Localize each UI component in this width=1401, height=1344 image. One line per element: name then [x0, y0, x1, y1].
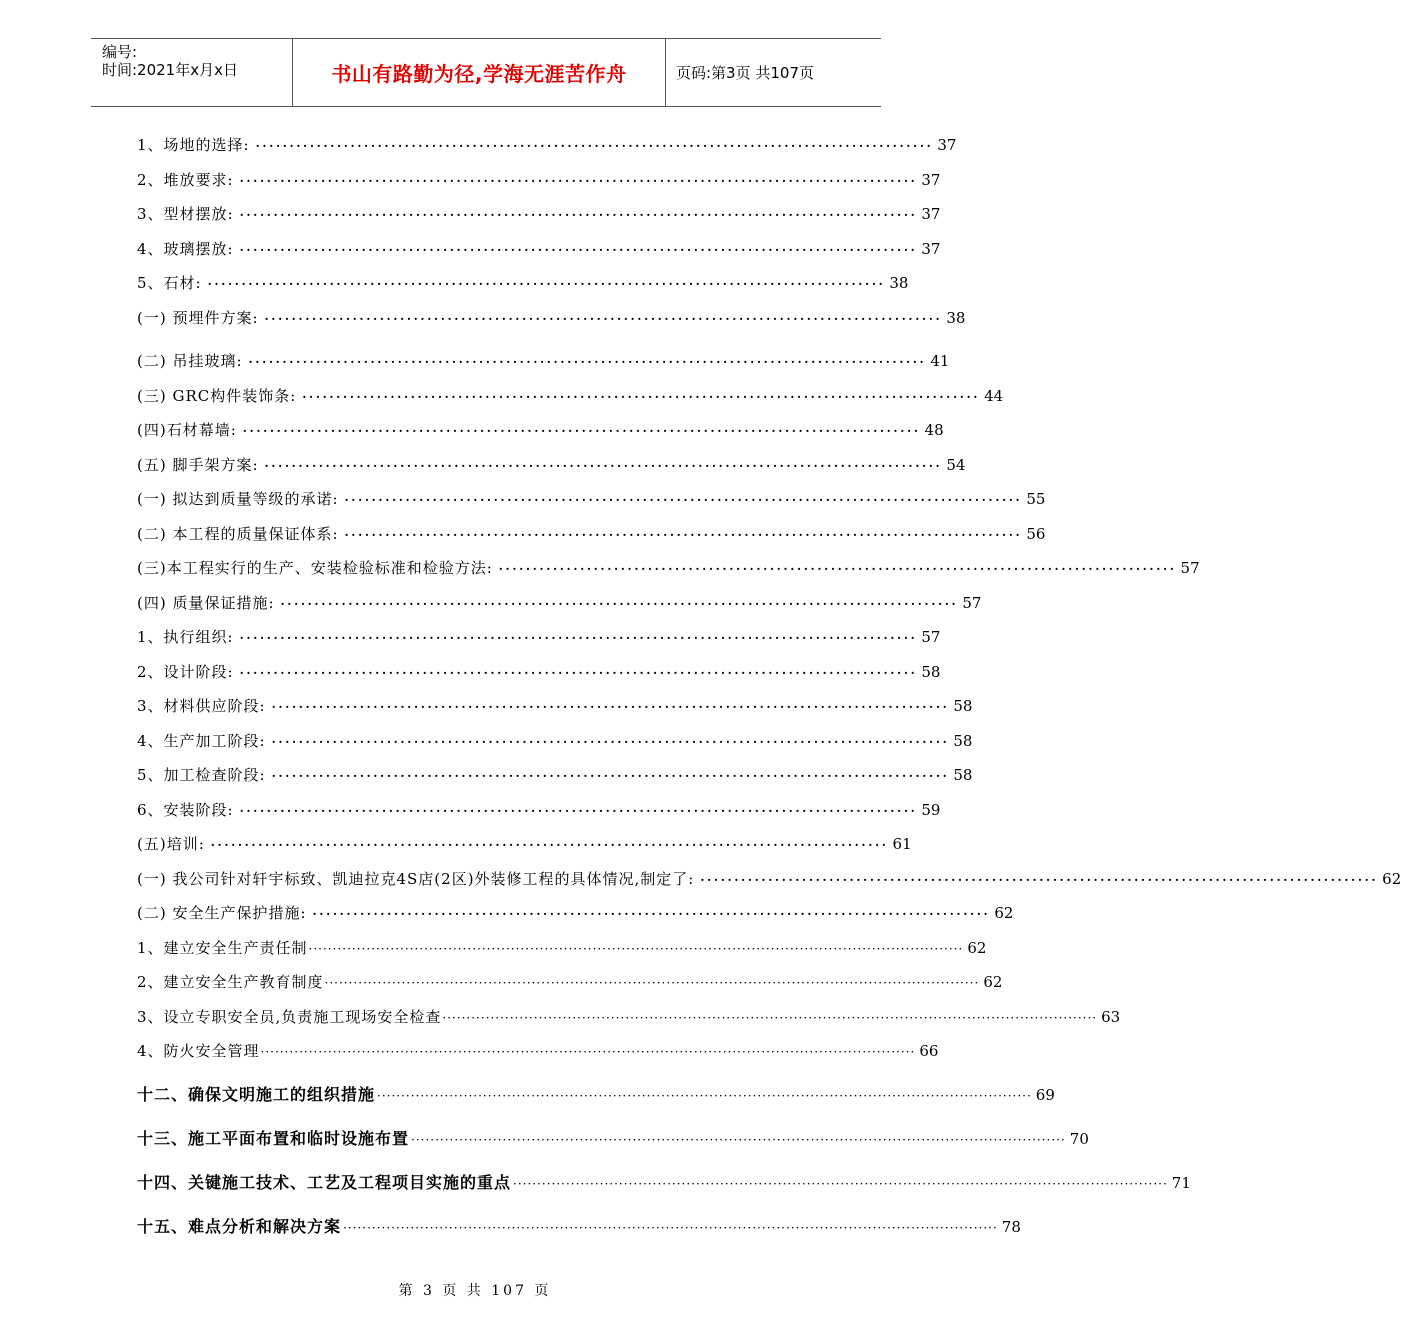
toc-entry-label: 1、执行组织: [137, 628, 234, 646]
toc-leader-dots: ···································································································· [271, 700, 950, 714]
toc-leader-dots: ···································································································· [239, 804, 918, 818]
toc-entry-page: 70 [1069, 1130, 1089, 1148]
header-motto: 书山有路勤为径,学海无涯苦作舟 [331, 62, 627, 86]
toc-entry[interactable] [137, 867, 1401, 891]
toc-entry[interactable] [137, 1171, 1191, 1195]
toc-entry-label: 3、材料供应阶段: [137, 697, 266, 715]
toc-leader-dots: ········································································································································ [411, 1133, 1066, 1147]
toc-entry-page: 57 [962, 594, 982, 612]
toc-entry[interactable] [137, 832, 912, 856]
toc-entry[interactable] [137, 970, 1003, 994]
toc-leader-dots: ········································································································································ [343, 1221, 998, 1235]
toc-entry-label: 1、建立安全生产责任制 [137, 939, 308, 957]
toc-leader-dots: ···································································································· [344, 493, 1023, 507]
toc-leader-dots: ···································································································· [280, 597, 959, 611]
toc-entry-page: 71 [1171, 1174, 1191, 1192]
toc-entry-label: (二) 本工程的质量保证体系: [137, 525, 339, 543]
toc-leader-dots: ···································································································· [255, 139, 934, 153]
toc-entry-page: 38 [946, 309, 966, 327]
toc-entry-page: 78 [1001, 1218, 1021, 1236]
toc-entry[interactable] [137, 1083, 1055, 1107]
toc-entry-page: 44 [984, 387, 1004, 405]
toc-leader-dots: ···································································································· [264, 312, 943, 326]
toc-entry[interactable] [137, 591, 982, 615]
toc-entry[interactable] [137, 763, 973, 787]
toc-entry-page: 57 [921, 628, 941, 646]
toc-entry[interactable] [137, 384, 1004, 408]
toc-entry[interactable] [137, 625, 941, 649]
toc-entry-page: 59 [921, 801, 941, 819]
toc-entry-label: (一) 拟达到质量等级的承诺: [137, 490, 339, 508]
toc-entry-label: (五)培训: [137, 835, 205, 853]
toc-entry-page: 62 [967, 939, 987, 957]
document-number-label: 编号: [102, 43, 138, 61]
toc-entry-label: (三) GRC构件装饰条: [137, 387, 297, 405]
toc-entry-page: 66 [919, 1042, 939, 1060]
toc-entry-page: 63 [1101, 1008, 1121, 1026]
toc-entry-page: 56 [1026, 525, 1046, 543]
toc-entry-page: 41 [930, 352, 950, 370]
toc-entry[interactable] [137, 202, 941, 226]
toc-entry-label: (二) 吊挂玻璃: [137, 352, 243, 370]
toc-entry[interactable] [137, 1127, 1089, 1151]
toc-entry-page: 57 [1180, 559, 1200, 577]
toc-leader-dots: ···································································································· [210, 838, 889, 852]
toc-leader-dots: ···································································································· [239, 208, 918, 222]
toc-leader-dots: ········································································································································ [377, 1089, 1032, 1103]
toc-leader-dots: ···································································································· [271, 769, 950, 783]
toc-entry-page: 37 [921, 205, 941, 223]
toc-leader-dots: ···································································································· [239, 174, 918, 188]
toc-leader-dots: ········································································································································ [513, 1177, 1168, 1191]
toc-leader-dots: ···································································································· [344, 528, 1023, 542]
toc-leader-dots: ···································································································· [302, 390, 981, 404]
toc-leader-dots: ···································································································· [239, 631, 918, 645]
toc-entry[interactable] [137, 798, 941, 822]
toc-entry-page: 58 [921, 663, 941, 681]
toc-entry[interactable] [137, 694, 973, 718]
toc-leader-dots: ···································································································· [271, 735, 950, 749]
toc-leader-dots: ···································································································· [239, 666, 918, 680]
toc-entry-label: 1、场地的选择: [137, 136, 250, 154]
toc-entry[interactable] [137, 349, 950, 373]
toc-entry-label: (二) 安全生产保护措施: [137, 904, 307, 922]
toc-leader-dots: ···································································································· [239, 243, 918, 257]
toc-entry-page: 69 [1035, 1086, 1055, 1104]
toc-entry-page: 37 [937, 136, 957, 154]
toc-entry[interactable] [137, 1215, 1021, 1239]
toc-entry-label: (四)石材幕墙: [137, 421, 237, 439]
toc-entry[interactable] [137, 936, 987, 960]
toc-entry[interactable] [137, 660, 941, 684]
toc-entry-page: 37 [921, 240, 941, 258]
toc-entry-label: (一) 我公司针对轩宇标致、凯迪拉克4S店(2区)外装修工程的具体情况,制定了: [137, 870, 695, 888]
toc-entry-label: 6、安装阶段: [137, 801, 234, 819]
toc-entry-page: 61 [892, 835, 912, 853]
toc-leader-dots: ···································································································· [264, 459, 943, 473]
toc-entry-page: 54 [946, 456, 966, 474]
toc-entry-label: 4、防火安全管理 [137, 1042, 260, 1060]
toc-entry-page: 62 [1382, 870, 1401, 888]
header-page-info: 页码:第3页 共107页 [676, 64, 814, 82]
toc-entry-label: 4、玻璃摆放: [137, 240, 234, 258]
toc-entry[interactable] [137, 453, 966, 477]
toc-entry-label: 2、堆放要求: [137, 171, 234, 189]
toc-entry-page: 37 [921, 171, 941, 189]
toc-leader-dots: ···································································································· [700, 873, 1379, 887]
toc-entry-page: 55 [1026, 490, 1046, 508]
toc-leader-dots: ········································································································································ [260, 1045, 916, 1059]
toc-entry-page: 58 [953, 732, 973, 750]
toc-leader-dots: ···································································································· [207, 277, 886, 291]
toc-entry[interactable] [137, 522, 1046, 546]
toc-leader-dots: ········································································································································ [324, 976, 980, 990]
page-footer: 第 3 页 共 107 页 [398, 1283, 552, 1299]
toc-entry-label: 4、生产加工阶段: [137, 732, 266, 750]
toc-entry-label: (一) 预埋件方案: [137, 309, 259, 327]
toc-entry[interactable] [137, 729, 973, 753]
toc-entry[interactable] [137, 168, 941, 192]
toc-entry[interactable] [137, 418, 944, 442]
toc-entry[interactable] [137, 1039, 939, 1063]
toc-leader-dots: ···································································································· [248, 355, 927, 369]
toc-leader-dots: ········································································································································ [308, 942, 964, 956]
toc-entry-page: 48 [924, 421, 944, 439]
toc-entry-label: 5、加工检查阶段: [137, 766, 266, 784]
toc-entry[interactable] [137, 901, 1014, 925]
toc-entry-label: (五) 脚手架方案: [137, 456, 259, 474]
toc-leader-dots: ···································································································· [242, 424, 921, 438]
toc-entry-label: (三)本工程实行的生产、安装检验标准和检验方法: [137, 559, 493, 577]
toc-entry-label: 十四、关键施工技术、工艺及工程项目实施的重点 [137, 1173, 512, 1192]
toc-entry[interactable] [137, 271, 909, 295]
toc-entry[interactable] [137, 306, 966, 330]
toc-entry[interactable] [137, 1005, 1121, 1029]
toc-leader-dots: ········································································································································ [442, 1011, 1098, 1025]
toc-entry-page: 62 [983, 973, 1003, 991]
toc-entry-label: (四) 质量保证措施: [137, 594, 275, 612]
toc-entry[interactable] [137, 133, 957, 157]
toc-entry-label: 十五、难点分析和解决方案 [137, 1217, 342, 1236]
toc-entry-label: 3、设立专职安全员,负责施工现场安全检查 [137, 1008, 442, 1026]
toc-entry[interactable] [137, 237, 941, 261]
toc-entry-label: 2、建立安全生产教育制度 [137, 973, 324, 991]
toc-entry-page: 38 [889, 274, 909, 292]
toc-entry-label: 十三、施工平面布置和临时设施布置 [137, 1129, 410, 1148]
toc-entry-label: 3、型材摆放: [137, 205, 234, 223]
toc-entry-page: 62 [994, 904, 1014, 922]
toc-entry-page: 58 [953, 697, 973, 715]
document-time-label: 时间:2021年x月x日 [102, 61, 238, 79]
toc-entry-label: 2、设计阶段: [137, 663, 234, 681]
toc-entry-label: 5、石材: [137, 274, 202, 292]
toc-entry-label: 十二、确保文明施工的组织措施 [137, 1085, 376, 1104]
toc-entry[interactable] [137, 556, 1200, 580]
toc-entry-page: 58 [953, 766, 973, 784]
toc-leader-dots: ···································································································· [312, 907, 991, 921]
toc-entry[interactable] [137, 487, 1046, 511]
toc-leader-dots: ···································································································· [498, 562, 1177, 576]
